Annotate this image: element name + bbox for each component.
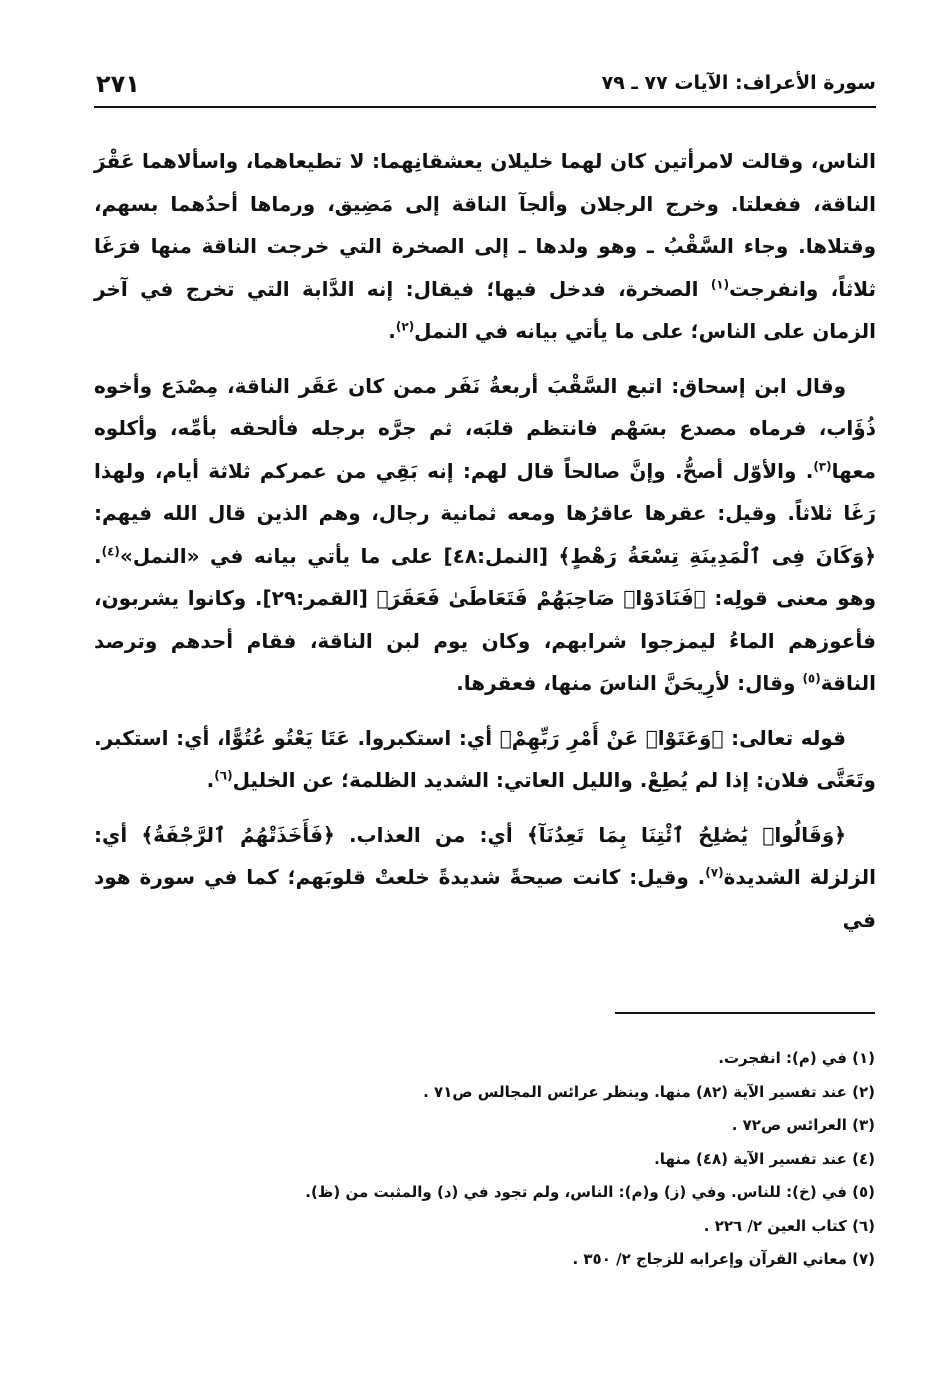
running-title: سورة الأعراف: الآيات ٧٧ ـ ٧٩ — [601, 72, 876, 94]
footnote-separator — [615, 1012, 875, 1014]
paragraph — [94, 140, 876, 353]
footnote-ref: (٦) — [214, 768, 233, 783]
text-run: . — [206, 768, 215, 792]
text-run: . والأوّل أصحُّ. وإنَّ صالحاً قال لهم: إنه بَقِي من عمركم ثلاثة أيام، ولهذا رَغَا ثلاثاً. وقيل: عقرها عاقرُها ومعه ثمانية رجال، وهم الذين قال الله فيهم: — [94, 458, 876, 525]
main-text — [94, 140, 876, 953]
text-run: أي: استكبروا. عَتَا يَعْتُو عُتُوًّا، أي: استكبر. وتَعَتَّى فلان: إذا لم يُطِعْ. والليل العاتي: الشديد الظلمة؛ عن الخليل — [94, 725, 876, 792]
footnote: (٣) العرائس ص٧٢ . — [731, 1116, 875, 1134]
footnote: (٦) كتاب العين ٢/ ٢٢٦ . — [703, 1216, 875, 1235]
footnote-ref: (٣) — [813, 458, 832, 473]
text-run: أي: من العذاب. — [334, 822, 527, 847]
quran-verse: ﴿فَنَادَوْا۟ صَاحِبَهُمْ فَتَعَاطَىٰ فَعَقَرَ﴾ — [376, 586, 706, 610]
footnote-ref: (٧) — [705, 865, 724, 880]
text-run: . — [388, 319, 396, 343]
footnote-ref: (١) — [710, 276, 730, 291]
footnote-ref: (٤) — [101, 543, 120, 558]
text-run: وقال: لأرِيحَنَّ الناسَ منها، فعقرها. — [456, 671, 803, 695]
text-run: [النمل:٤٨] على ما يأتي بيانه في «النمل» — [119, 543, 559, 568]
paragraph — [94, 717, 876, 802]
paragraph — [94, 365, 876, 705]
text-run: وقال ابن إسحاق: اتبع السَّقْبَ أربعةُ نَفَر ممن كان عَقَر الناقة، مِصْدَع وأخوه ذُؤَاب، فرماه مصدع بسَهْم فانتظم قلبَه، ثم جرَّه برجله فألحقه بأمِّه، وأكلوه معها — [94, 373, 876, 483]
footnote: (٧) معاني القرآن وإعرابه للزجاج ٢/ ٣٥٠ . — [572, 1250, 875, 1268]
footnotes — [95, 1042, 875, 1277]
page-header — [94, 62, 876, 108]
text-run: . وقيل: كانت صيحةً شديدةً خلعتْ قلوبَهم؛ كما في سورة هود في — [94, 865, 876, 932]
text-run: قوله تعالى: — [723, 725, 847, 750]
paragraph — [94, 814, 876, 942]
footnote-ref: (٢) — [395, 319, 415, 334]
quran-verse: ﴿وَكَانَ فِى ٱلْمَدِينَةِ تِسْعَةُ رَهْطٍ﴾ — [558, 543, 876, 568]
text-run: الصخرة، فدخل فيها؛ فيقال: إنه الدَّابة التي تخرج في آخر الزمان على الناس؛ على ما يأتي بيانه في النمل — [94, 276, 876, 343]
text-run: . وهو معنى قولِه: — [94, 543, 877, 610]
footnote: (١) في (م): انفجرت. — [718, 1049, 875, 1067]
footnote-ref: (٥) — [802, 671, 821, 686]
text-run: [القمر:٢٩]. وكانوا يشربون، فأعوزهم الماءُ ليمزجوا شرابهم، وكان يوم لبن الناقة، فقام أحدهم وترصد الناقة — [94, 586, 876, 695]
quran-verse: ﴿وَعَتَوْا۟ عَنْ أَمْرِ رَبِّهِمْ﴾ — [499, 725, 724, 750]
footnote: (٥) في (خ): للناس. وفي (ز) و(م): الناس، ولم تجود في (د) والمثبت من (ظ). — [305, 1183, 875, 1201]
page-number: ٢٧١ — [96, 70, 140, 98]
footnote: (٤) عند تفسير الآية (٤٨) منها. — [654, 1149, 875, 1168]
text-run: أي: الزلزلة الشديدة — [94, 822, 877, 889]
text-run: الناس، وقالت لامرأتين كان لهما خليلان يعشقانِهما: لا تطيعاهما، واسألاهما عَقْرَ الناقة، ففعلتا. وخرج الرجلان وألجآ الناقة إلى مَضِيق، ورماها أحدُهما بسهم، وقتلاها. وجاء السَّقْبُ ـ وهو ولدها ـ إلى الصخرة التي خرجت الناقة منها فرَغَا ثلاثاً، وانفرجت — [94, 149, 876, 301]
footnote: (٢) عند تفسير الآية (٨٢) منها. وينظر عرائس المجالس ص٧١ . — [423, 1082, 875, 1101]
quran-verse: ﴿وَقَالُوا۟ يَٰصَٰلِحُ ٱئْتِنَا بِمَا تَعِدُنَآ﴾ — [526, 822, 846, 847]
quran-verse: ﴿فَأَخَذَتْهُمُ ٱلرَّجْفَةُ﴾ — [141, 822, 335, 847]
